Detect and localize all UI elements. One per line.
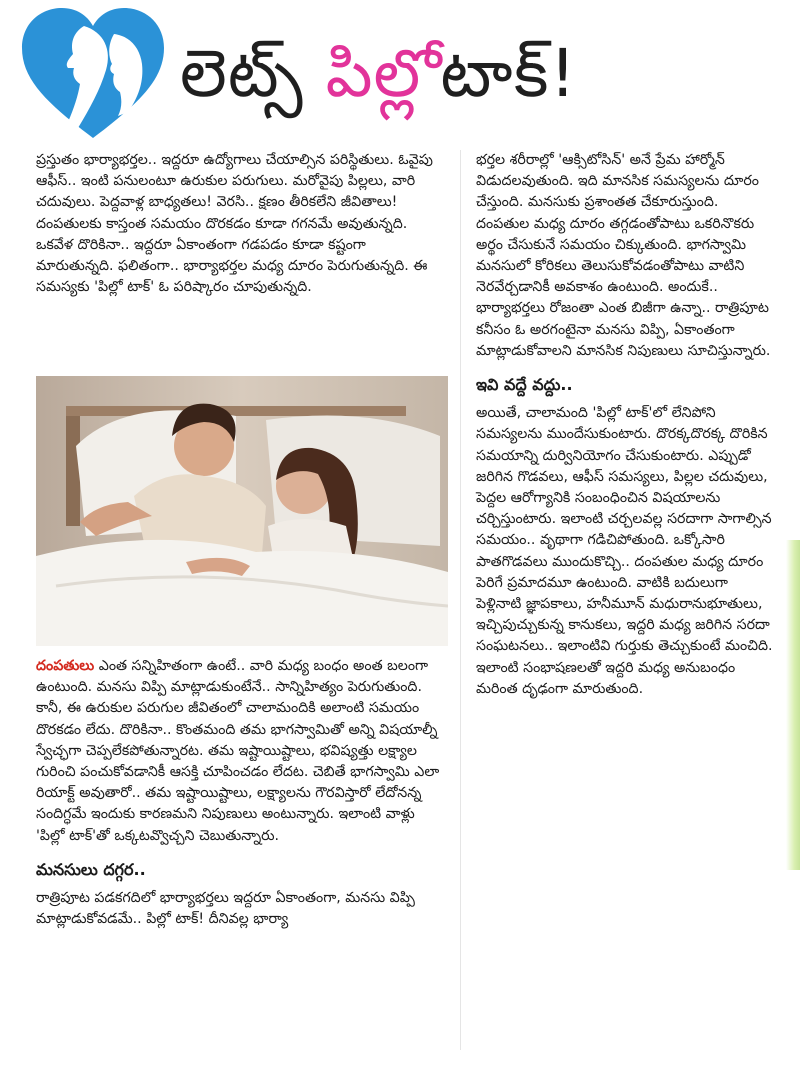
title-word-pillow: పిల్లో — [325, 35, 441, 112]
title-word-talk: టాక్! — [440, 35, 577, 112]
minds-close-paragraph: రాత్రిపూట పడకగదిలో భార్యాభర్తలు ఇద్దరూ ఏకాంతంగా, మనసు విప్పి మాట్లాడుకోవడమే.. పిల్లో టాక్! దీనివల్ల భార్యా — [36, 890, 415, 928]
article-header — [0, 0, 800, 148]
column-divider — [460, 150, 461, 1050]
oxytocin-paragraph: భర్తల శరీరాల్లో 'ఆక్సిటోసిన్' అనే ప్రేమ హార్మోన్ విడుదలవుతుంది. ఇది మానసిక సమస్యలను దూరం చేస్తుంది. మనసుకు ప్రశాంతత చేకూరుస్తుంది. దంపతుల మధ్య దూరం తగ్గడంతోపాటు ఒకరినొకరు అర్థం చేసుకునే సమయం చిక్కుతుంది. భాగస్వామి మనసులో కోరికలు తెలుసుకోవడంతోపాటు వాటిని నెరవేర్చడానికీ అవకాశం ఉంటుంది. అందుకే.. భార్యాభర్తలు రోజంతా ఎంత బిజీగా ఉన్నా.. రాత్రిపూట కనీసం ఓ అరగంటైనా మనసు విప్పి, ఏకాంతంగా మాట్లాడుకోవాలని మానసిక నిపుణులు సూచిస్తున్నారు. — [476, 152, 771, 359]
couple-in-bed-photo — [36, 376, 448, 646]
intro-paragraph: ప్రస్తుతం భార్యాభర్తల.. ఇద్దరూ ఉద్యోగాలు చేయాల్సిన పరిస్థితులు. ఓవైపు ఆఫీస్.. ఇంటి పనులంటూ ఉరుకుల పరుగులు. మరోవైపు పిల్లలు, వారి చదువులు. పెద్దవాళ్ల బాధ్యతలు! వెరసి.. క్షణం తీరికలేని జీవితాలు! దంపతులకు కాస్తంత సమయం దొరకడం కూడా గగనమే అవుతున్నది. ఒకవేళ దొరికినా.. ఇద్దరూ ఏకాంతంగా గడపడం కూడా కష్టంగా మారుతున్నది. ఫలితంగా.. భార్యాభర్తల మధ్య దూరం పెరుగుతున్నది. ఈ సమస్యకు 'పిల్లో టాక్' ఓ పరిష్కారం చూపుతున్నది. — [36, 152, 433, 296]
subheading-minds-close: మనసులు దగ్గర.. — [36, 859, 146, 879]
page-title — [180, 14, 577, 134]
subheading-avoid-these: ఇవి వద్దే వద్దు.. — [476, 375, 573, 395]
heart-couple-logo-icon — [18, 4, 168, 144]
left-column-body — [36, 656, 446, 930]
title-word-lets: లెట్స్ — [180, 35, 326, 112]
avoid-paragraph: అయితే, చాలామంది 'పిల్లో టాక్'లో లేనిపోని సమస్యలను ముందేసుకుంటారు. దొరక్కదొరక్క దొరికిన సమయాన్ని దుర్వినియోగం చేసుకుంటారు. ఎప్పుడో జరిగిన గొడవలు, ఆఫీస్ సమస్యలు, పిల్లల చదువులు, పెద్దల ఆరోగ్యానికి సంబంధించిన విషయాలను చర్చిస్తుంటారు. ఇలాంటి చర్చలవల్ల సరదాగా సాగాల్సిన సమయం.. వృథాగా గడిచిపోతుంది. ఒక్కోసారి పాతగొడవలు ముందుకొచ్చి.. దంపతుల మధ్య దూరం పెరిగే ప్రమాదమూ ఉంటుంది. వాటికి బదులుగా పెళ్లినాటి జ్ఞాపకాలు, హనీమూన్ మధురానుభూతులు, ఇచ్చిపుచ్చుకున్న కానుకలు, ఇద్దరి మధ్య జరిగిన సరదా సంఘటనలు.. ఇలాంటివి గుర్తుకు తెచ్చుకుంటే మంచిది. ఇలాంటి సంభాషణలతో ఇద్దరి మధ్య అనుబంధం మరింత దృఢంగా మారుతుంది. — [476, 405, 773, 697]
lead-word: దంపతులు — [36, 658, 95, 674]
couples-paragraph-text: ఎంత సన్నిహితంగా ఉంటే.. వారి మధ్య బంధం అంత బలంగా ఉంటుంది. మనసు విప్పి మాట్లాడుకుంటేనే.. సాన్నిహిత్యం పెరుగుతుంది. కానీ, ఈ ఉరుకుల పరుగుల జీవితంలో చాలామందికి అలాంటి సమయం దొరకడం లేదు. దొరికినా.. కొంతమంది తమ భాగస్వామితో అన్ని విషయాల్నీ స్వేచ్ఛగా చెప్పలేకపోతున్నారట. తమ ఇష్టాయిష్టాలు, భవిష్యత్తు లక్ష్యాల గురించి పంచుకోవడానికీ ఆసక్తి చూపించడం లేదట. చెబితే భాగస్వామి ఎలా రియాక్ట్ అవుతారో.. తమ ఇష్టాయిష్టాలు, లక్ష్యాలను గౌరవిస్తారో లేదోనన్న సందిగ్ధమే ఇందుకు కారణమని నిపుణులు అంటున్నారు. ఇలాంటి వాళ్లు 'పిల్లో టాక్'తో ఒక్కటవ్వొచ్చని చెబుతున్నారు. — [36, 658, 440, 844]
left-column-intro — [36, 150, 446, 298]
couples-paragraph — [36, 656, 446, 847]
right-column — [476, 150, 776, 700]
page-edge-decoration — [786, 540, 800, 870]
